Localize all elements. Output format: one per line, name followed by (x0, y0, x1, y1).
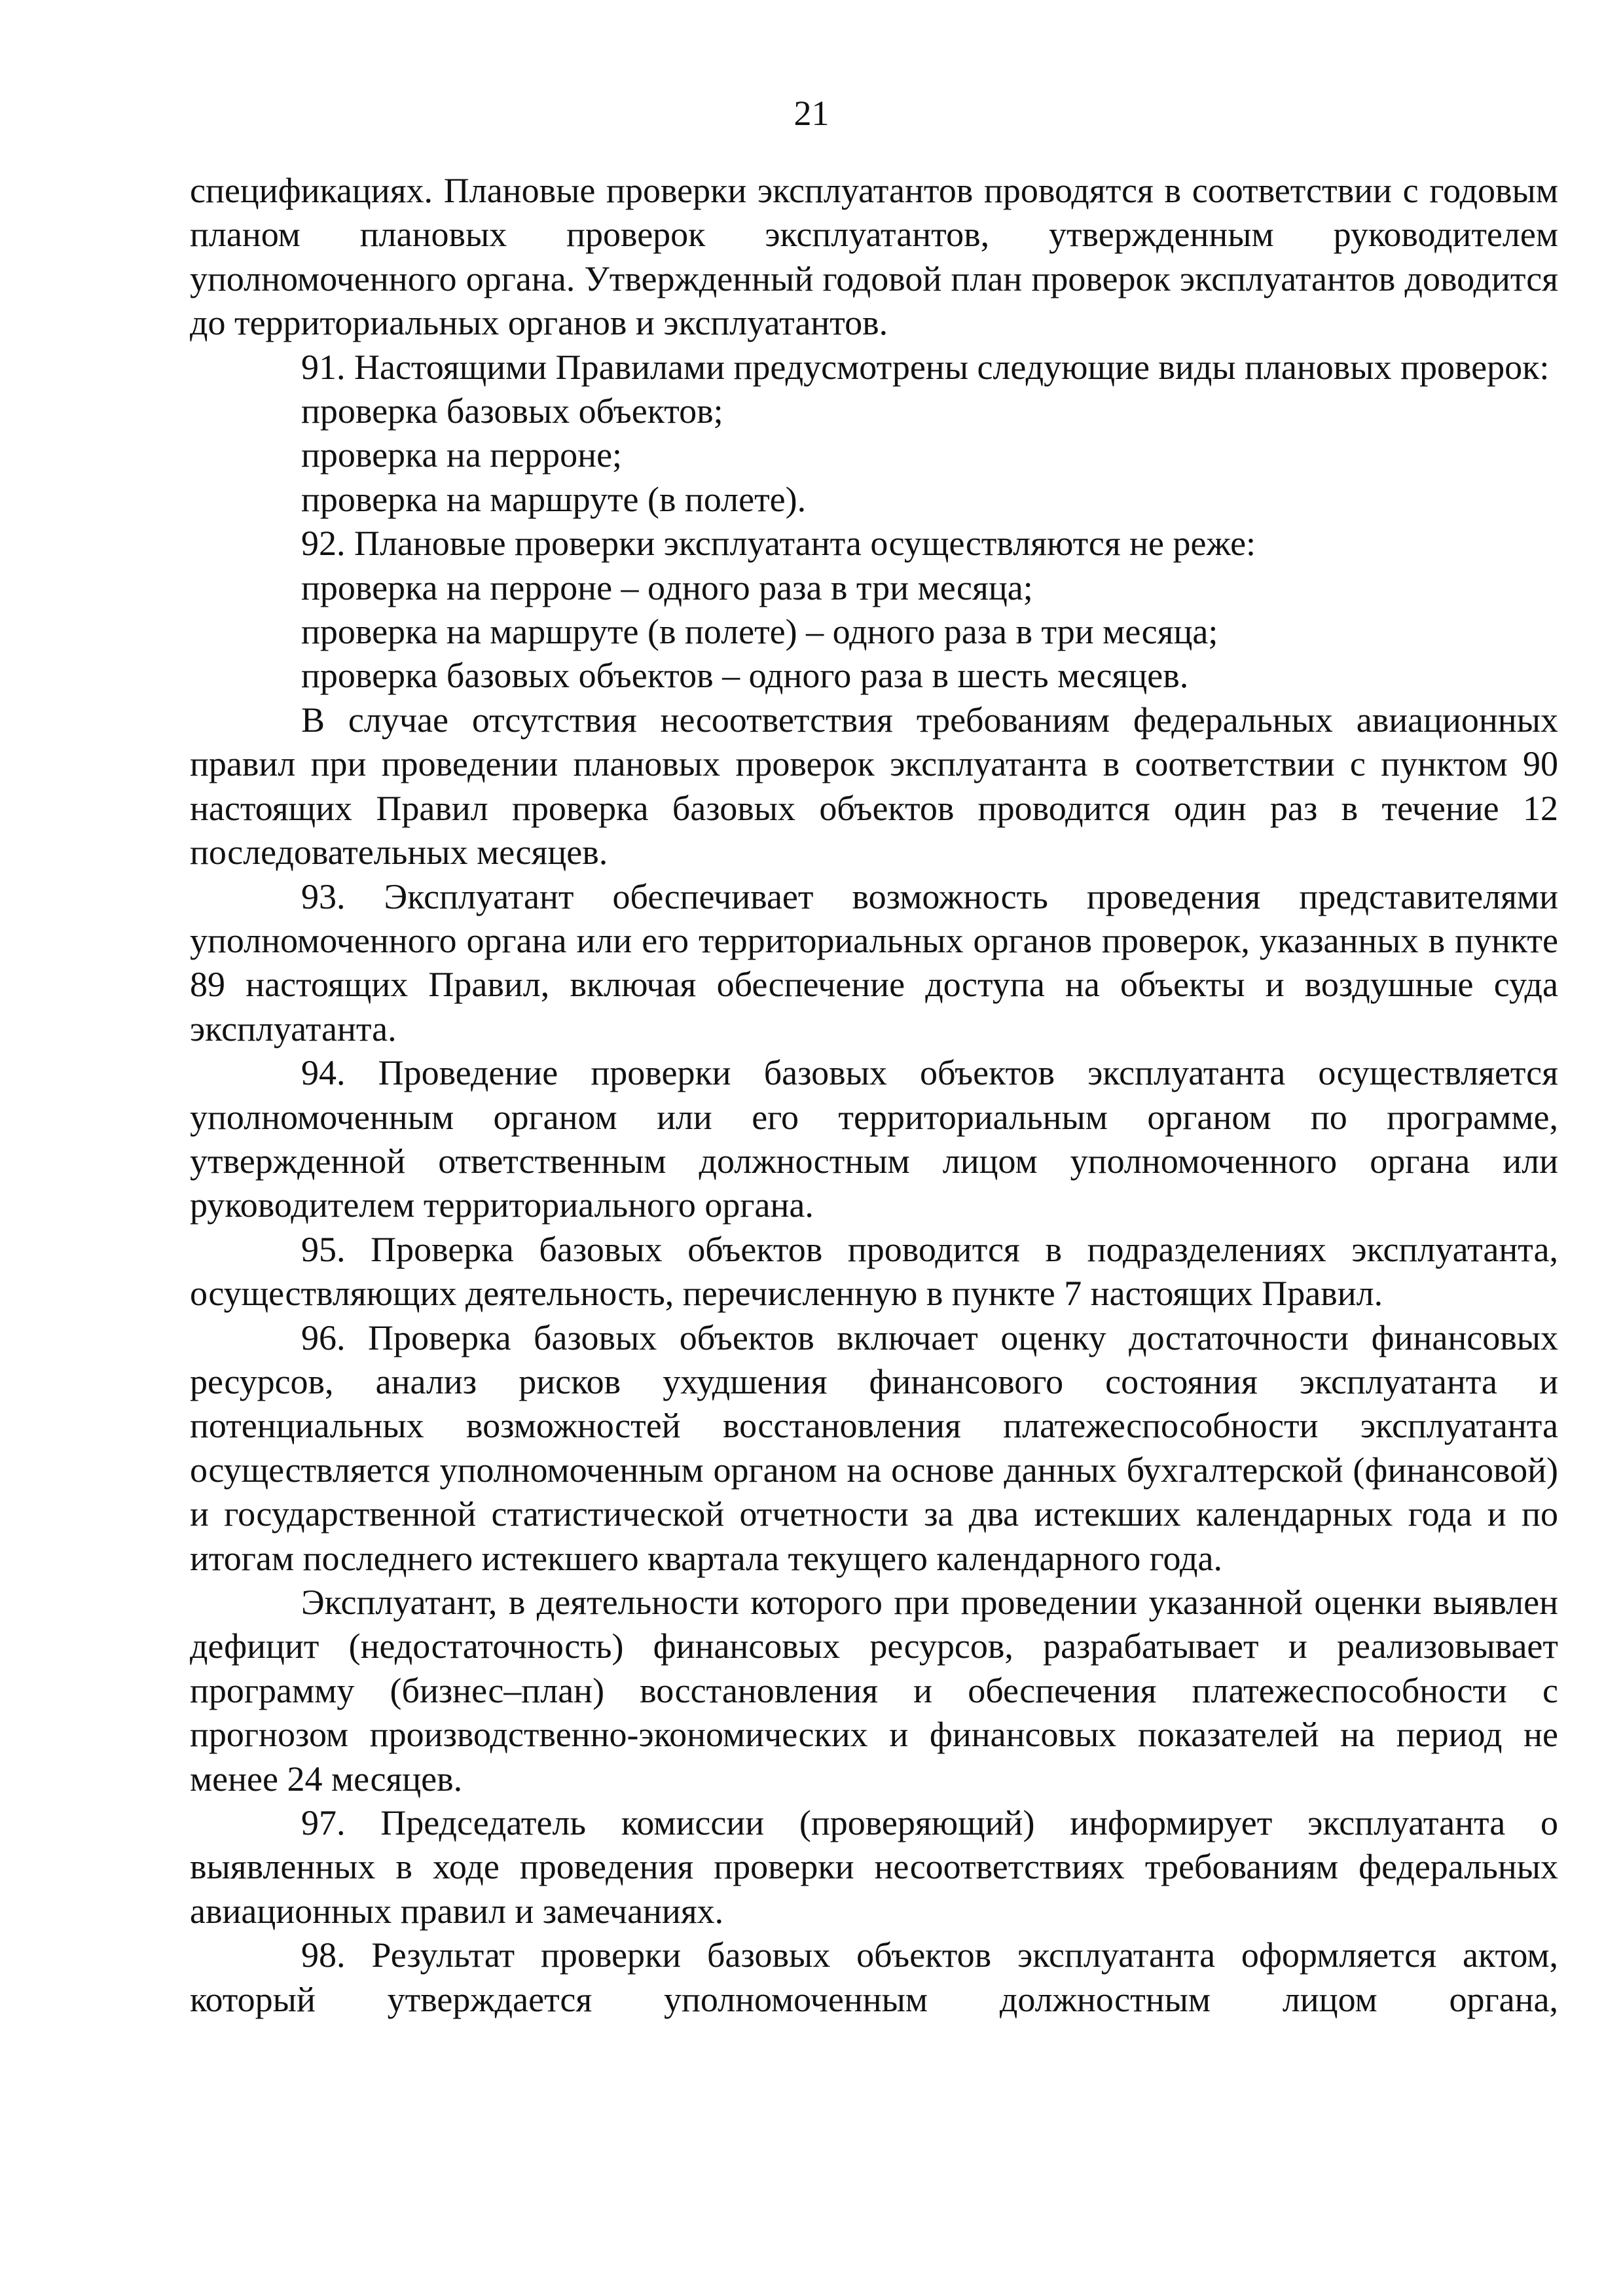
paragraph-95: 95. Проверка базовых объектов проводится в подразделениях эксплуатанта, осуществляющих деятельность, перечисленную в пункте 7 настоящих Правил. (190, 1229, 1558, 1314)
paragraph-97: 97. Председатель комиссии (проверяющий) информирует эксплуатанта о выявленных в ходе проведения проверки несоответствиях требованиям федеральных авиационных правил и замечаниях. (190, 1803, 1558, 1931)
paragraph-98: 98. Результат проверки базовых объектов эксплуатанта оформляется актом, который утверждается уполномоченным должностным лицом органа, (190, 1935, 1558, 2019)
page-number: 21 (793, 94, 830, 133)
list-item: проверка базовых объектов – одного раза в шесть месяцев. (301, 656, 1189, 696)
paragraph-96-note: Эксплуатант, в деятельности которого при проведении указанной оценки выявлен дефицит (недостаточность) финансовых ресурсов, разрабатывает и реализовывает программу (бизнес–план) восстановления и обеспечения платежеспособности с прогнозом производственно-экономических и финансовых показателей на период не менее 24 месяцев. (190, 1583, 1558, 1799)
list-item: проверка на перроне; (301, 435, 623, 475)
paragraph-92-note: В случае отсутствия несоответствия требованиям федеральных авиационных правил при проведении плановых проверок эксплуатанта в соответствии с пунктом 90 настоящих Правил проверка базовых объектов проводится один раз в течение 12 последовательных месяцев. (190, 700, 1558, 872)
list-item: проверка базовых объектов; (301, 391, 723, 431)
list-item: проверка на маршруте (в полете). (301, 479, 807, 519)
paragraph-96: 96. Проверка базовых объектов включает оценку достаточности финансовых ресурсов, анализ рисков ухудшения финансового состояния эксплуатанта и потенциальных возможностей восстановления платежеспособности эксплуатанта осуществляется уполномоченным органом на основе данных бухгалтерской (финансовой) и государственной статистической отчетности за два истекших календарных года и по итогам последнего истекшего квартала текущего календарного года. (190, 1318, 1558, 1578)
document-body (190, 169, 1558, 2022)
list-item: проверка на маршруте (в полете) – одного раза в три месяца; (301, 612, 1218, 652)
list-item: проверка на перроне – одного раза в три месяца; (301, 567, 1033, 607)
paragraph-91: 91. Настоящими Правилами предусмотрены следующие виды плановых проверок: (301, 347, 1550, 387)
paragraph-94: 94. Проведение проверки базовых объектов эксплуатанта осуществляется уполномоченным органом или его территориальным органом по программе, утвержденной ответственным должностным лицом уполномоченного органа или руководителем территориального органа. (190, 1053, 1558, 1225)
paragraph-93: 93. Эксплуатант обеспечивает возможность проведения представителями уполномоченного органа или его территориальных органов проверок, указанных в пункте 89 настоящих Правил, включая обеспечение доступа на объекты и воздушные суда эксплуатанта. (190, 876, 1558, 1049)
paragraph-92: 92. Плановые проверки эксплуатанта осуществляются не реже: (301, 524, 1256, 564)
paragraph-continuation: спецификациях. Плановые проверки эксплуатантов проводятся в соответствии с годовым планом плановых проверок эксплуатантов, утвержденным руководителем уполномоченного органа. Утвержденный годовой план проверок эксплуатантов доводится до территориальных органов и эксплуатантов. (190, 171, 1558, 343)
